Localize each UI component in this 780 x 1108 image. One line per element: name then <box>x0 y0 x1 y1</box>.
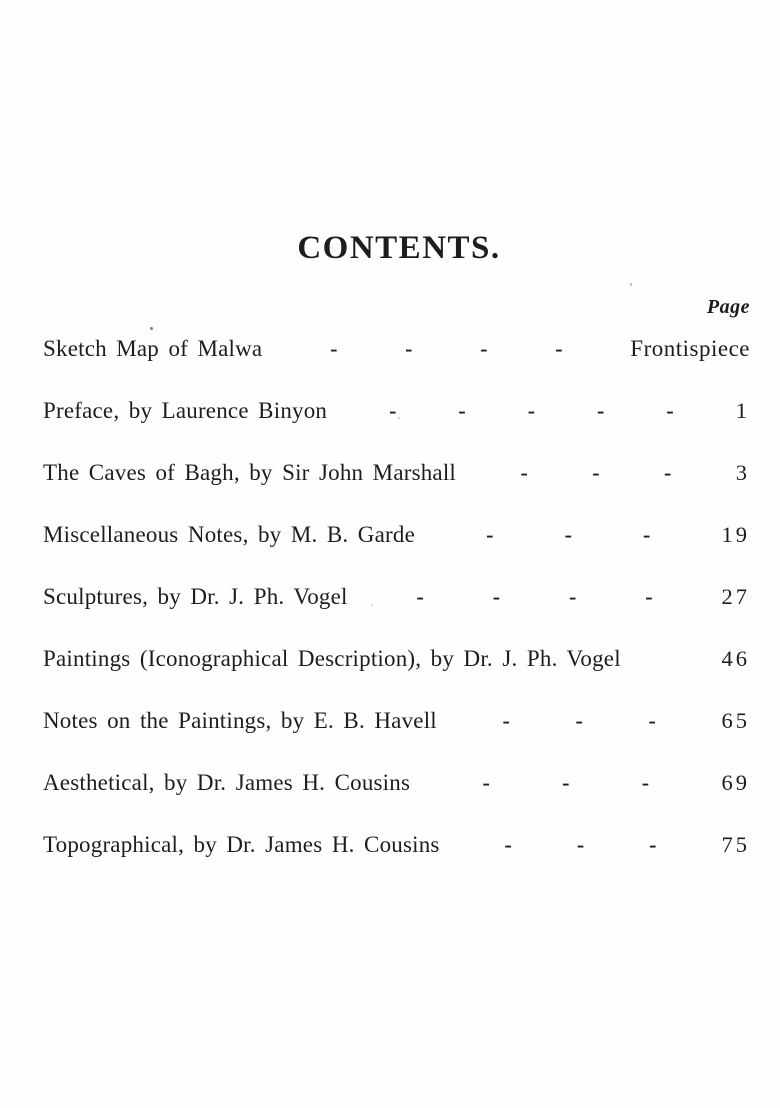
toc-entry-page: 3 <box>735 460 750 485</box>
toc-row <box>43 398 750 428</box>
toc-dash-zone <box>437 708 722 734</box>
toc-dash: - <box>504 832 512 857</box>
toc-entry-label: Miscellaneous Notes, by M. B. Garde <box>43 522 415 547</box>
toc-dash: - <box>562 770 570 795</box>
toc-row <box>43 336 750 366</box>
toc-dash: - <box>649 832 657 857</box>
scan-speck <box>371 604 373 606</box>
toc-row <box>43 708 750 738</box>
toc-dash: - <box>575 708 583 733</box>
toc-dash: - <box>564 522 572 547</box>
toc-dash-zone <box>440 832 722 858</box>
toc-dash: - <box>405 336 413 361</box>
toc-dash: - <box>666 398 674 423</box>
toc-dash: - <box>569 584 577 609</box>
toc-entry-page: 69 <box>721 770 750 795</box>
toc-dash: - <box>641 770 650 795</box>
toc-entry-label: The Caves of Bagh, by Sir John Marshall <box>43 460 457 485</box>
toc-dash: - <box>389 398 397 423</box>
scan-speck <box>150 327 153 330</box>
toc-entry-label: Preface, by Laurence Binyon <box>43 398 328 423</box>
toc-dash: - <box>576 832 585 857</box>
toc-dash: - <box>416 584 424 609</box>
toc-dash: - <box>480 336 488 361</box>
toc-dash-zone <box>410 770 721 796</box>
toc-dash: - <box>330 336 338 361</box>
toc-row <box>43 460 750 490</box>
page-title: CONTENTS. <box>297 230 501 267</box>
toc-entry-label: Aesthetical, by Dr. James H. Cousins <box>43 770 411 795</box>
toc-dash: - <box>527 398 536 423</box>
toc-entry-page: 65 <box>721 708 750 733</box>
toc-dash: - <box>592 460 600 485</box>
toc-dash: - <box>643 522 651 547</box>
toc-dash-zone <box>415 522 722 548</box>
toc-row <box>43 646 750 676</box>
toc-dash: - <box>555 336 563 361</box>
toc-entry-label: Topographical, by Dr. James H. Cousins <box>43 832 440 857</box>
toc-dash: - <box>520 460 528 485</box>
toc-dash-zone <box>262 336 630 362</box>
toc-dash-zone <box>348 584 722 610</box>
toc-row <box>43 832 750 862</box>
toc-dash: - <box>648 708 656 733</box>
toc-row <box>43 770 750 800</box>
toc-entry-page: 27 <box>721 584 750 609</box>
toc-dash: - <box>492 584 501 609</box>
toc-dash-zone <box>327 398 736 424</box>
toc-row <box>43 522 750 552</box>
toc-dash: - <box>482 770 490 795</box>
toc-entry-label: Sketch Map of Malwa <box>43 336 263 361</box>
toc-dash: - <box>663 460 672 485</box>
toc-entry-page: 46 <box>721 646 750 671</box>
toc-dash: - <box>502 708 510 733</box>
toc-entry-label: Paintings (Iconographical Description), by Dr. J. Ph. Vogel <box>43 646 621 671</box>
toc-row <box>43 584 750 614</box>
toc-entry-label: Notes on the Paintings, by E. B. Havell <box>43 708 437 733</box>
scan-speck <box>398 417 400 419</box>
toc-dash: - <box>597 398 605 423</box>
toc-entry-page: 1 <box>735 398 750 423</box>
page-column-header: Page <box>706 296 750 318</box>
toc-entry-page: Frontispiece <box>630 336 750 361</box>
toc-dash: - <box>458 398 466 423</box>
toc-dash-zone <box>456 460 736 486</box>
toc-entry-label: Sculptures, by Dr. J. Ph. Vogel <box>43 584 348 609</box>
toc-dash: - <box>486 522 494 547</box>
scan-speck <box>630 283 632 286</box>
toc-entry-page: 75 <box>721 832 750 857</box>
toc-dash: - <box>645 584 653 609</box>
toc-entry-page: 19 <box>721 522 750 547</box>
toc-list <box>43 336 750 894</box>
